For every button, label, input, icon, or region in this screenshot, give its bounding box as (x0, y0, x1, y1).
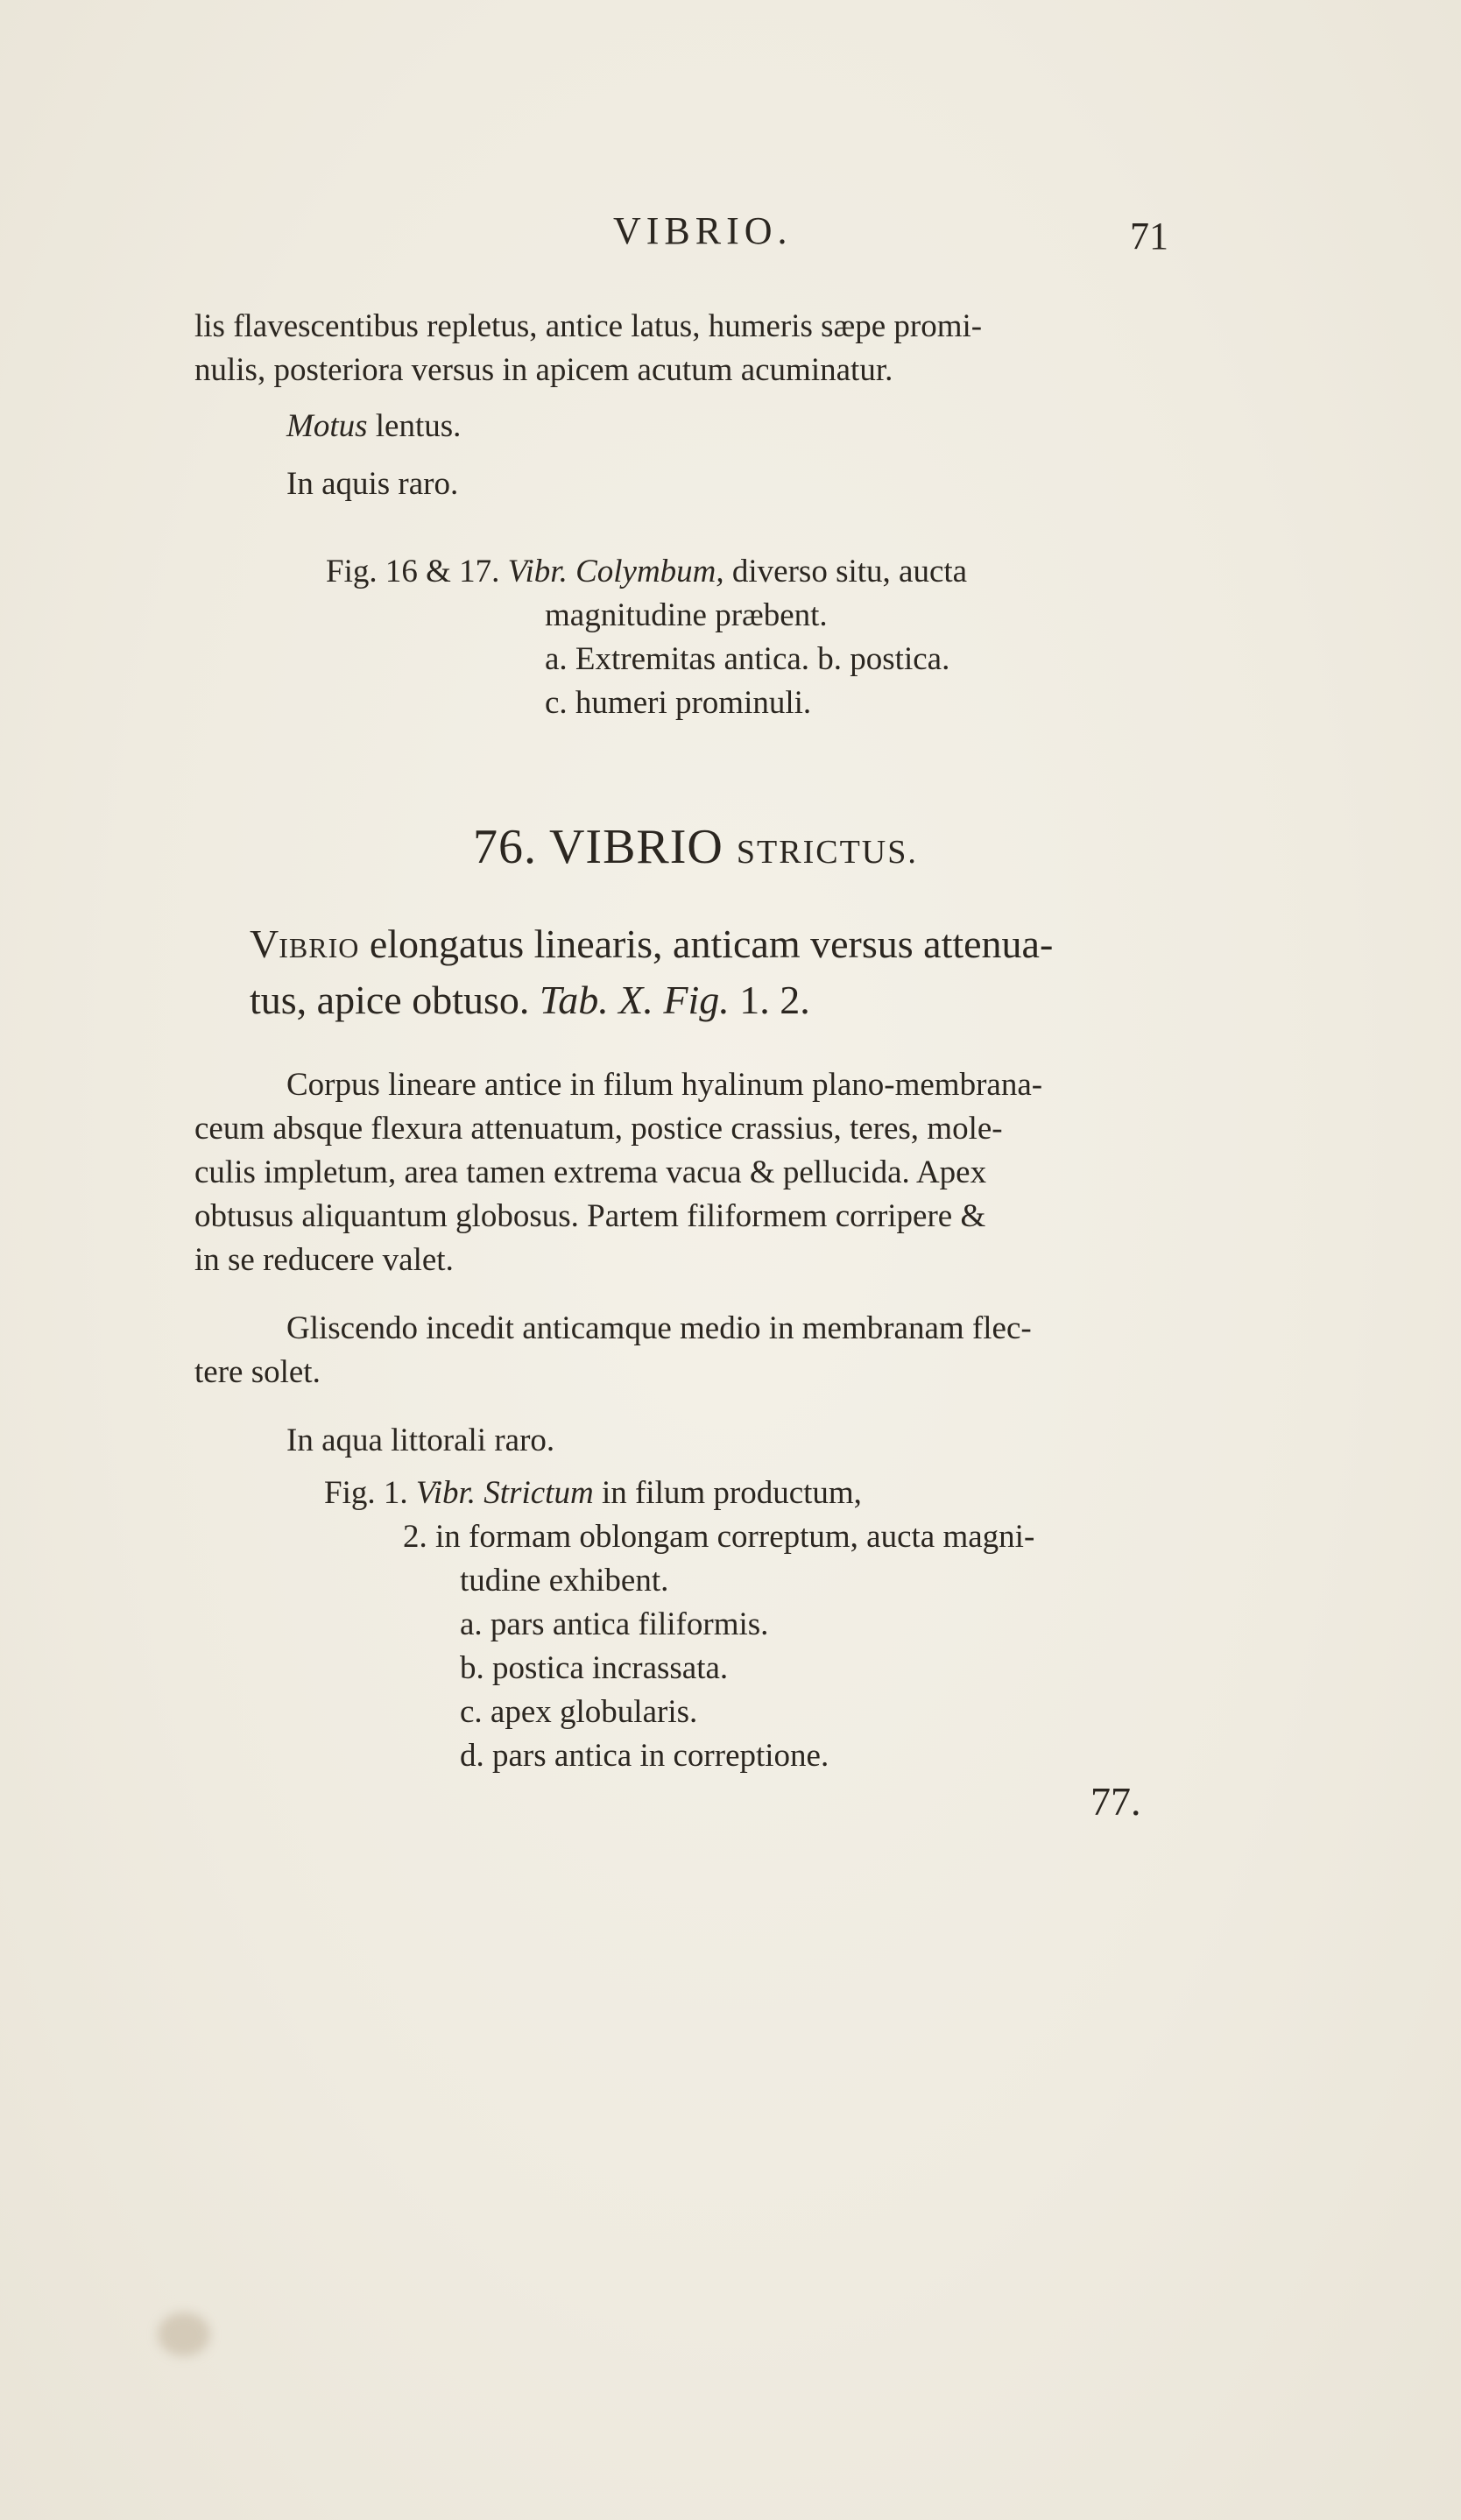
motion-line: Gliscendo incedit anticamque medio in membranam flec- (286, 1310, 1032, 1346)
plate-reference: Tab. X. Fig. (539, 978, 730, 1022)
page-header (0, 208, 1461, 270)
motus-label: Motus (286, 408, 368, 444)
description-line: ceum absque flexura attenuatum, postice crassius, teres, mole- (194, 1111, 1003, 1147)
previous-entry-description (194, 305, 1233, 392)
previous-entry-motus (194, 405, 1233, 506)
figure-caption-rest: diverso situ, aucta (723, 554, 968, 589)
text-line: lis flavescentibus repletus, antice latus, humeris sæpe promi- (194, 308, 983, 344)
description-line: in se reducere valet. (194, 1242, 454, 1278)
figure-legend-a: a. Extremitas antica. b. postica. (545, 641, 950, 677)
figure-caption-rest: in filum productum, (593, 1475, 862, 1511)
figure-caption-line (326, 550, 967, 594)
diagnosis-genus-initial: V (250, 921, 279, 966)
description-line: culis impletum, area tamen extrema vacua & pellucida. Apex (194, 1154, 987, 1190)
species-heading (473, 819, 918, 875)
figure-legend-a: a. pars antica filiformis. (460, 1606, 769, 1642)
page-number: 71 (1130, 215, 1168, 258)
figure-caption-line (324, 1472, 1034, 1515)
paragraph-gap (194, 1282, 1233, 1307)
figure-legend-b: b. postica incrassata. (460, 1650, 729, 1686)
species-epithet: STRICTUS. (736, 834, 918, 871)
paragraph-gap (194, 1394, 1233, 1419)
figure-ref: Fig. 16 & 17. (326, 554, 508, 589)
text-line: nulis, posteriora versus in apicem acutum acuminatur. (194, 352, 893, 388)
figure-caption-line: tudine exhibent. (460, 1563, 669, 1599)
figure-legend-c: c. humeri prominuli. (545, 685, 812, 721)
species-diagnosis (250, 918, 1239, 1027)
description-line: Corpus lineare antice in filum hyalinum plano-membrana- (286, 1067, 1043, 1103)
figure-legend-c: c. apex globularis. (460, 1694, 698, 1730)
habitat-line: In aqua littorali raro. (286, 1422, 555, 1458)
motion-line: tere solet. (194, 1354, 321, 1390)
foxing-stain (158, 2312, 210, 2356)
figure-ref: Fig. 1. (324, 1475, 416, 1511)
diagnosis-line (250, 918, 1239, 974)
description-line: obtusus aliquantum globosus. Partem filiformem corripere & (194, 1198, 986, 1234)
figure-legend-d: d. pars antica in correptione. (460, 1738, 829, 1774)
diagnosis-text: elongatus linearis, anticam versus attenua- (359, 921, 1054, 966)
habitat-line: In aquis raro. (286, 466, 459, 502)
running-title: VIBRIO. (613, 209, 793, 252)
diagnosis-genus-rest: IBRIO (279, 932, 360, 964)
motus-text: lentus. (367, 408, 462, 444)
catchword: 77. (1090, 1779, 1141, 1824)
figure-caption-line: magnitudine præbent. (545, 597, 828, 633)
motus-line (194, 405, 1233, 448)
figure-numbers: 1. 2. (729, 978, 810, 1022)
species-number-genus: 76. VIBRIO (473, 820, 737, 874)
diagnosis-text: tus, apice obtuso. (250, 978, 540, 1022)
previous-figure-caption (326, 550, 967, 725)
figure-caption-line: 2. in formam oblongam correptum, aucta magni- (403, 1519, 1035, 1555)
species-figure-caption (324, 1472, 1034, 1778)
species-description (194, 1063, 1233, 1463)
figure-species: Vibr. Strictum (415, 1475, 594, 1511)
figure-species: Vibr. Colymbum, (507, 554, 724, 589)
diagnosis-line (250, 974, 1239, 1027)
